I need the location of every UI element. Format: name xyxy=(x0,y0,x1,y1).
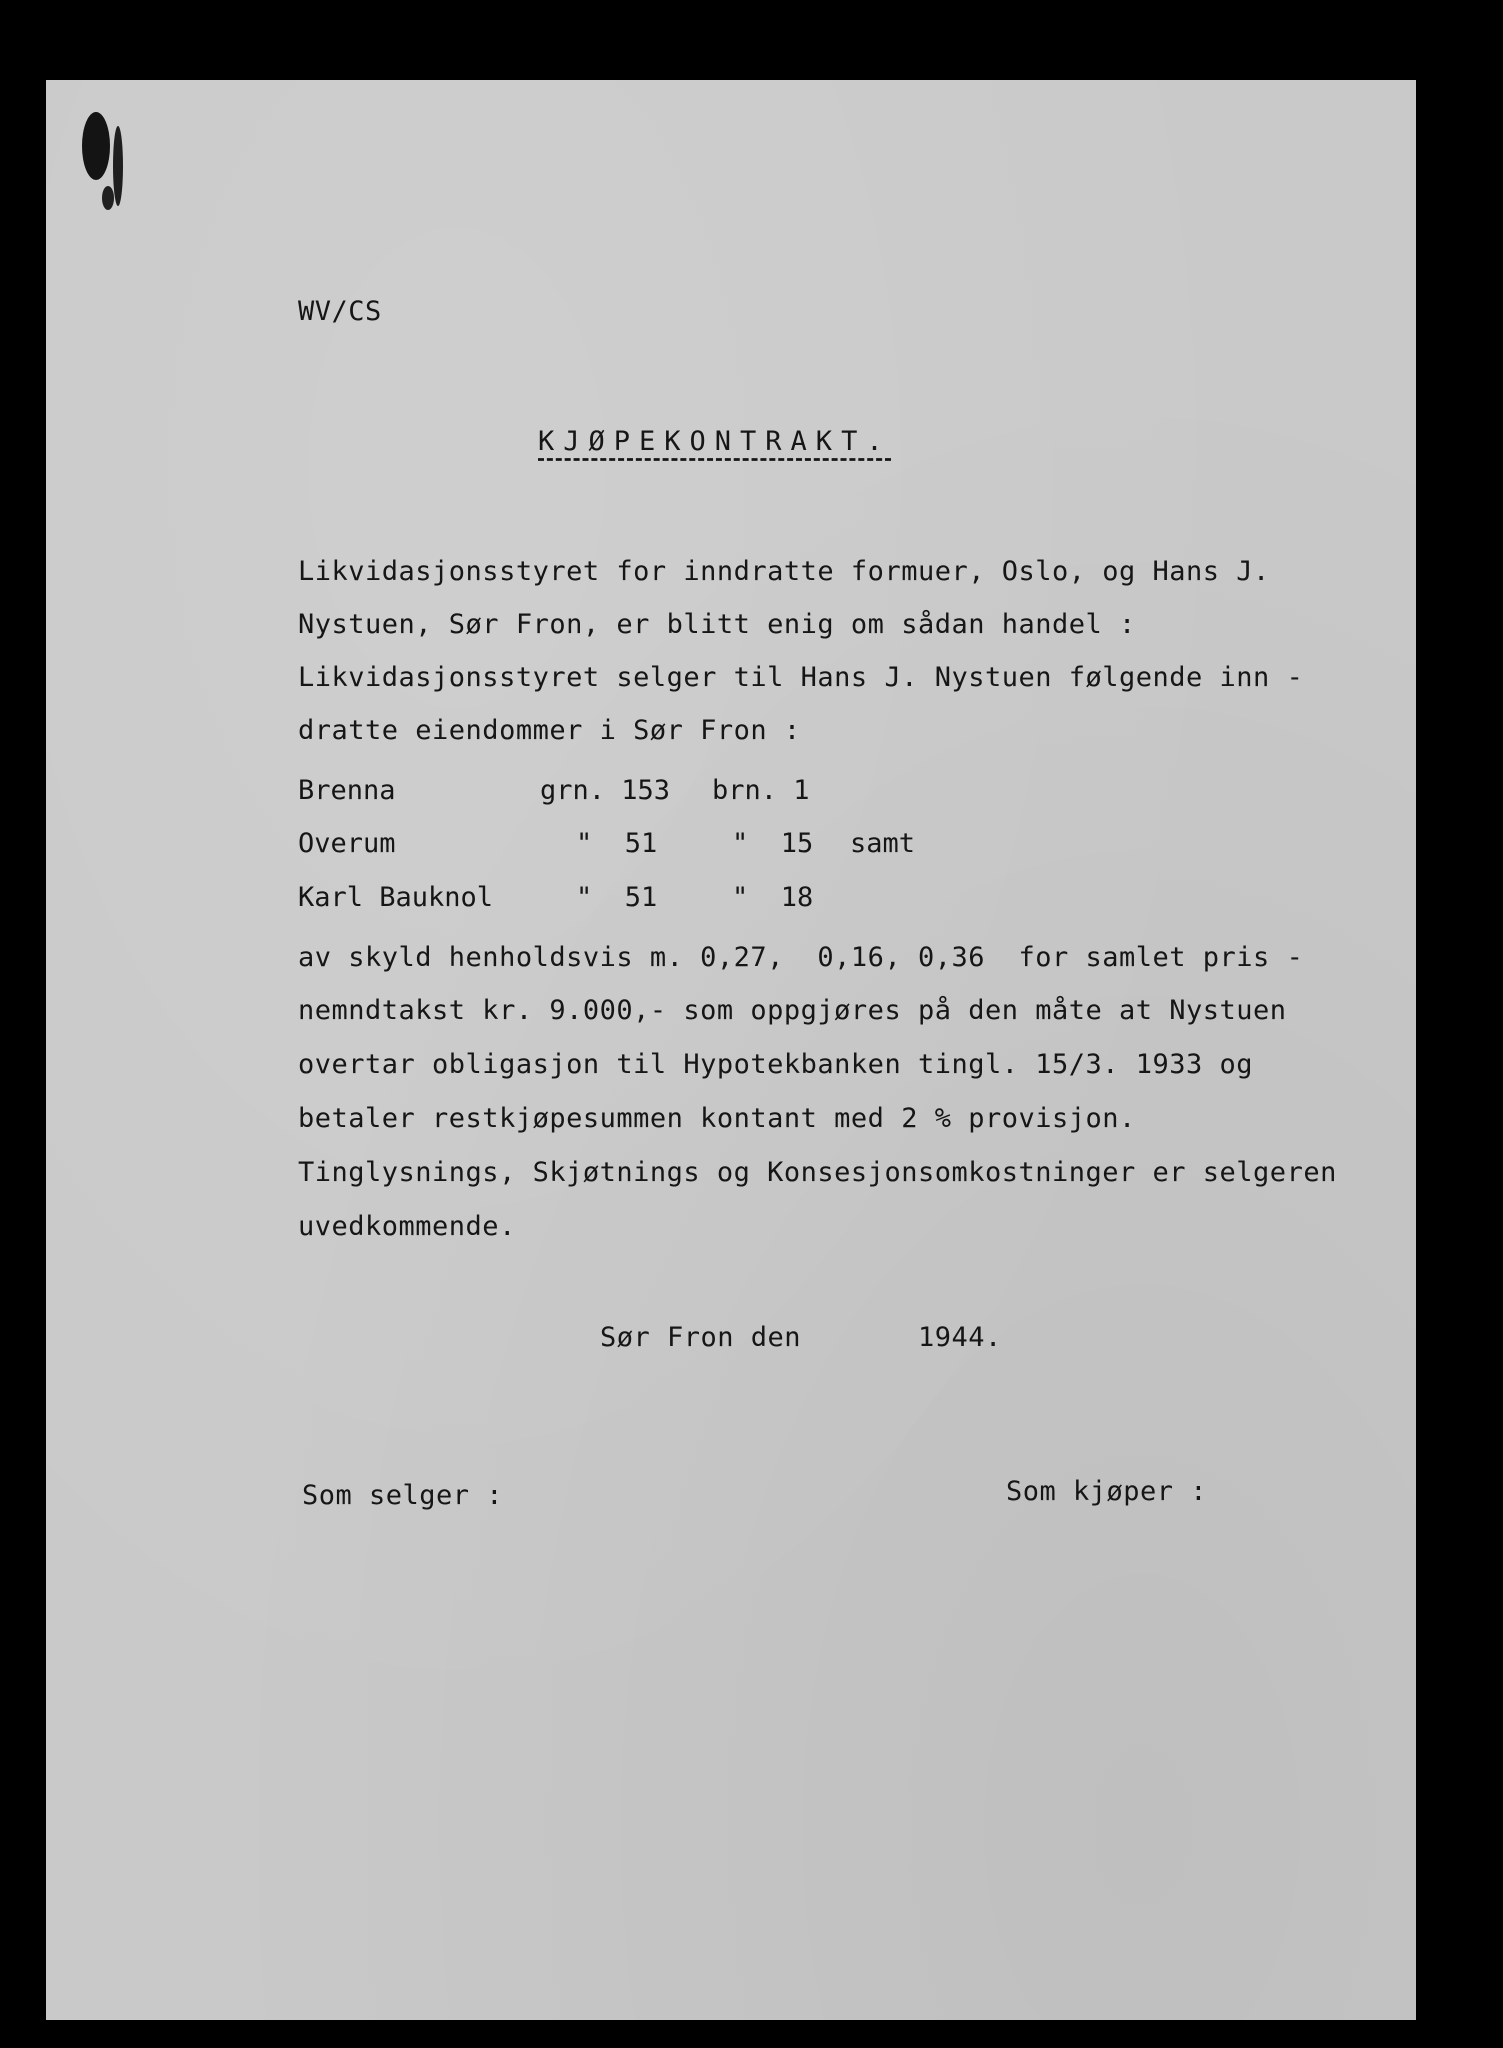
property-grn: grn. 153 xyxy=(540,775,671,806)
paragraph1-line-1: Likvidasjonsstyret for inndratte formuer, Oslo, og Hans J. xyxy=(298,556,1270,587)
paragraph2-line-6: uvedkommende. xyxy=(298,1211,516,1242)
property-name: Karl Bauknol xyxy=(298,882,494,913)
property-extra: samt xyxy=(850,828,916,859)
property-name: Brenna xyxy=(298,775,396,806)
property-grn: " 51 xyxy=(576,882,658,913)
property-brn: brn. 1 xyxy=(712,775,810,806)
property-name: Overum xyxy=(298,828,396,859)
paragraph1-line-2: Nystuen, Sør Fron, er blitt enig om sådan handel : xyxy=(298,609,1136,640)
reference-code: WV/CS xyxy=(298,296,382,327)
document-title: KJØPEKONTRAKT. xyxy=(538,426,892,457)
paragraph2-line-5: Tinglysnings, Skjøtnings og Konsesjonsomkostninger er selgeren xyxy=(298,1157,1337,1188)
paragraph1-line-4: dratte eiendommer i Sør Fron : xyxy=(298,715,801,746)
property-grn: " 51 xyxy=(576,828,658,859)
paragraph2-line-2: nemndtakst kr. 9.000,- som oppgjøres på den måte at Nystuen xyxy=(298,995,1287,1026)
paragraph1-line-3: Likvidasjonsstyret selger til Hans J. Nystuen følgende inn - xyxy=(298,662,1304,693)
paragraph2-line-1: av skyld henholdsvis m. 0,27, 0,16, 0,36 for samlet pris - xyxy=(298,942,1304,973)
paragraph2-line-3: overtar obligasjon til Hypotekbanken tingl. 15/3. 1933 og xyxy=(298,1049,1254,1080)
year: 1944. xyxy=(918,1322,1002,1353)
seller-signature-label: Som selger : xyxy=(302,1480,504,1511)
paragraph2-line-4: betaler restkjøpesummen kontant med 2 % provisjon. xyxy=(298,1103,1136,1134)
ink-smudge xyxy=(74,106,134,216)
place-date: Sør Fron den xyxy=(600,1322,802,1353)
property-brn: " 15 xyxy=(732,828,814,859)
property-brn: " 18 xyxy=(732,882,814,913)
buyer-signature-label: Som kjøper : xyxy=(1006,1476,1208,1507)
